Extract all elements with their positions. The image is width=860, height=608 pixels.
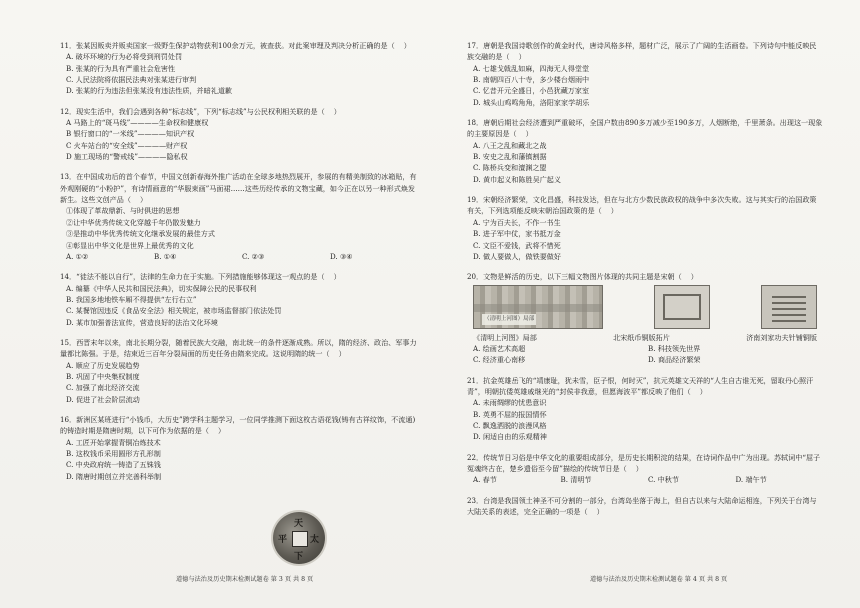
option-c: C. 文臣不爱钱，武将不惜死 — [473, 240, 561, 250]
option-d: D 施工现场的“警戒线”————隐私权 — [66, 152, 188, 162]
image-inner-label: （清明上河图）局部 — [482, 314, 536, 325]
qingming-scroll-image — [473, 285, 603, 329]
question-stem: 20．文物是鲜活的历史，以下三幅文物图片体现的共同主题是宋朝（ ） — [467, 272, 698, 282]
question-stem: 21．抗金英雄岳飞的“靖康耻，犹未雪，臣子恨，何时灭”，抗元英雄文天祥的“人生自古谁无死，留取丹心照汗青”，明朝抗倭英雄戚继光的“封侯非我意，但愿海波平”都反映了他们（ ） — [467, 375, 814, 396]
question-19 — [467, 194, 823, 262]
coin-character-right: 太 — [310, 535, 320, 545]
image-caption: 北宋纸币铜版拓片 — [613, 332, 670, 342]
option-a: A. 七雄戈戟乱如麻，四海无人得堂堂 — [473, 63, 590, 73]
choice-c: C. 中秋节 — [648, 475, 679, 485]
option-c: C 火车站台的“安全线”————财产权 — [66, 140, 188, 150]
option-a: A. 顺应了历史发展趋势 — [66, 360, 140, 370]
option-b: B. 我国多地地铁车厢不得提供“左行右立” — [66, 294, 197, 304]
option-a: A. 未雨绸缪的忧患意识 — [473, 398, 547, 408]
choice-a: A. 春节 — [473, 475, 497, 485]
option-c: C. 中央政府统一铸造了五铢钱 — [66, 460, 161, 470]
option-d: D. 黄巾起义和陈胜吴广起义 — [473, 174, 561, 184]
statement-2: ②让中华优秀传统文化穿越千年仍散发魅力 — [66, 217, 201, 227]
choice-grid — [467, 343, 823, 366]
option-a: A. 宁为百夫长，不作一书生 — [473, 217, 561, 227]
image-caption: 济南刘家功夫针铺铜版 — [746, 332, 817, 342]
option-c: C. 陈桥兵变和澶渊之盟 — [473, 163, 547, 173]
song-paper-money-rubbing-image — [654, 285, 710, 329]
question-11 — [60, 40, 418, 97]
coin-character-left: 平 — [278, 535, 288, 545]
page-footer-right: 道德与法治及历史期末检测试题卷 第 4 页 共 8 页 — [590, 576, 728, 583]
question-stem: 19．宋朝经济繁荣，文化昌盛，科技发达，但在与北方少数民族政权的战争中多次失败。这与其实行的治国政策有关，下列选项能反映宋朝治国政策的是（ ） — [467, 195, 817, 216]
image-caption: 《清明上河图》局部 — [473, 332, 537, 342]
option-a: A. 八王之乱和藏北之战 — [473, 140, 547, 150]
question-stem: 12．现实生活中，我们会遇到各种“标志线”，下列“标志线”与公民权利相关联的是（ ） — [60, 106, 341, 116]
option-c: C. 加强了南北经济交流 — [66, 383, 140, 393]
question-23 — [467, 495, 823, 518]
question-14 — [60, 271, 418, 328]
choice-b: B. 清明节 — [560, 475, 592, 485]
option-c: C. 人民法院将依据民法典对张某进行审判 — [66, 75, 197, 85]
question-15 — [60, 337, 418, 405]
option-b: B. 英勇不屈的报国情怀 — [473, 409, 547, 419]
question-stem: 22．传统节日习俗是中华文化的重要组成部分，是历史长期积淀的结果，在诗词作品中广为出现。苏轼词中“屈子冤魂终古在，楚乡遗俗至今留”描绘的传统节日是（ ） — [467, 452, 821, 473]
question-17 — [467, 40, 823, 108]
option-d: D. 某市加强普法宣传，营造良好的法治文化环境 — [66, 317, 218, 327]
choice-a: A. 绘画艺术高超 — [473, 343, 526, 353]
page-footer-left: 道德与法治及历史期末检测试题卷 第 3 页 共 8 页 — [176, 576, 314, 583]
option-b: B. 张某的行为具有严重社会危害性 — [66, 63, 176, 73]
relic-captions-row — [467, 332, 823, 343]
needle-shop-bronze-plate-image — [761, 285, 817, 329]
choice-d: D. ③④ — [330, 251, 353, 261]
statement-4: ④彰显出中华文化是世界上最优秀的文化 — [66, 240, 194, 250]
option-a: A. 工匠开始掌握青铜冶炼技术 — [66, 437, 161, 447]
coin-character-bottom: 下 — [294, 552, 304, 562]
question-stem: 18．唐朝后期社会经济遭到严重破坏，全国户数由890多万减少至190多万，人烟断绝，千里萧条。出现这一现象的主要原因是（ ） — [467, 118, 823, 139]
choice-d: D. 商品经济繁荣 — [648, 355, 701, 365]
option-b: B. 巩固了中央集权制度 — [66, 371, 140, 381]
choice-row — [467, 474, 823, 485]
question-22 — [467, 452, 823, 486]
question-21 — [467, 375, 823, 443]
option-b: B. 这枚钱币采用圆形方孔形制 — [66, 449, 161, 458]
option-c: C. 飘逸洒脱的浪漫风格 — [473, 420, 547, 430]
option-a: A. 破坏环境的行为必将受到刑罚处罚 — [66, 52, 183, 62]
question-12 — [60, 106, 418, 163]
left-column — [60, 40, 418, 491]
right-column — [467, 40, 823, 526]
option-b: B. 南朝四百八十寺，多少楼台烟雨中 — [473, 75, 590, 85]
question-18 — [467, 117, 823, 185]
option-d: D. 闲适自由的乐观精神 — [473, 432, 547, 442]
option-b: B. 进子军中仗，家书抵万金 — [473, 229, 561, 239]
coin-character-top: 天 — [294, 519, 304, 529]
option-d: D. 隋唐时期创立并完善科举制 — [66, 471, 162, 481]
choice-d: D. 端午节 — [735, 475, 767, 485]
statement-1: ①体现了革故鼎新、与时俱进的思想 — [66, 206, 180, 216]
question-stem: 23．台湾是我国领土神圣不可分割的一部分，台湾岛坐落于海上，但自古以来与大陆命运相连，下列关于台湾与大陆关系的表述，完全正确的一项是（ ） — [467, 495, 817, 516]
option-a: A 马路上的“斑马线”————生命权和健康权 — [66, 118, 209, 128]
question-stem: 13．在中国成功后的首个春节，中国文创新春海外推广活动在全球多地热烈展开，参展的有精美制致的冰箱贴，有外观刚硬的“小粉护”，有诗情画意的“华服束画”马面裙……这些历经传承的文物宝藏，如今正在以另一种形式焕发新生。这些文创产品（ ） — [60, 172, 417, 205]
question-20 — [467, 271, 823, 365]
option-b: B 银行窗口的“一米线”————知识产权 — [66, 129, 195, 139]
question-stem: 15．西晋末年以来，南北长期分裂，随着民族大交融，南北统一的条件逐渐成熟。所以，隋的经济、政治、军事力量都比陈强。于是，结束近三百年分裂局面的历史任务由隋来完成。这说明隋的统一（ ） — [60, 337, 417, 359]
relic-images-row — [467, 285, 823, 329]
option-d: D. 城头山鸡鸣角角，洛阳家家学胡乐 — [473, 97, 590, 107]
choice-a: A. ①② — [66, 251, 89, 261]
option-d: D. 促进了社会阶层流动 — [66, 394, 140, 404]
option-c: C. 某餐馆因违反《食品安全法》相关规定，被市场监督部门依法处罚 — [66, 306, 282, 316]
ancient-coin-image — [273, 512, 325, 564]
option-d: D. 张某的行为违法但张某没有违法性质，并暗礼道歉 — [66, 86, 233, 96]
choice-b: B. 科技领先世界 — [648, 343, 701, 353]
statement-3: ③是推动中华优秀传统文化继承发展的最佳方式 — [66, 229, 215, 239]
choice-c: C. ②③ — [242, 251, 265, 261]
question-stem: 11．张某因贩卖并贩卖国家一级野生保护动物获利100余万元，被查获。对此案审理及判决分析正确的是（ ） — [60, 41, 411, 50]
question-stem: 17．唐朝是我国诗歌创作的黄金时代，唐诗风格多样，题材广泛，展示了广阔的生活画卷。下列诗句中能反映民族交融的是（ ） — [467, 41, 817, 62]
choice-b: B. ①④ — [154, 251, 177, 261]
choice-row — [60, 251, 418, 262]
option-a: A. 编纂《中华人民共和国民法典》，切实保障公民的民事权利 — [66, 283, 257, 293]
option-c: C. 忆昔开元全盛日，小邑犹藏万家室 — [473, 86, 590, 96]
coin-square-hole — [292, 531, 308, 547]
option-d: D. 做人要做人，做铁要做好 — [473, 251, 561, 261]
choice-c: C. 经济重心南移 — [473, 355, 526, 365]
question-13 — [60, 171, 418, 262]
question-16 — [60, 414, 418, 482]
question-stem: 14．“徒法不能以自行”，法律的生命力在于实施。下列措施能够体现这一观点的是（ ） — [60, 272, 341, 282]
question-stem: 16．新洲区某班进行“小钱币，大历史”跨学科主题学习，一位同学推测下面这枚古语花钱(铸有古祥纹饰，不流通)的铸造时期是隋唐时期，以下可作为依据的是（ ） — [60, 414, 416, 436]
option-b: B. 安史之乱和藩镇割据 — [473, 152, 547, 162]
